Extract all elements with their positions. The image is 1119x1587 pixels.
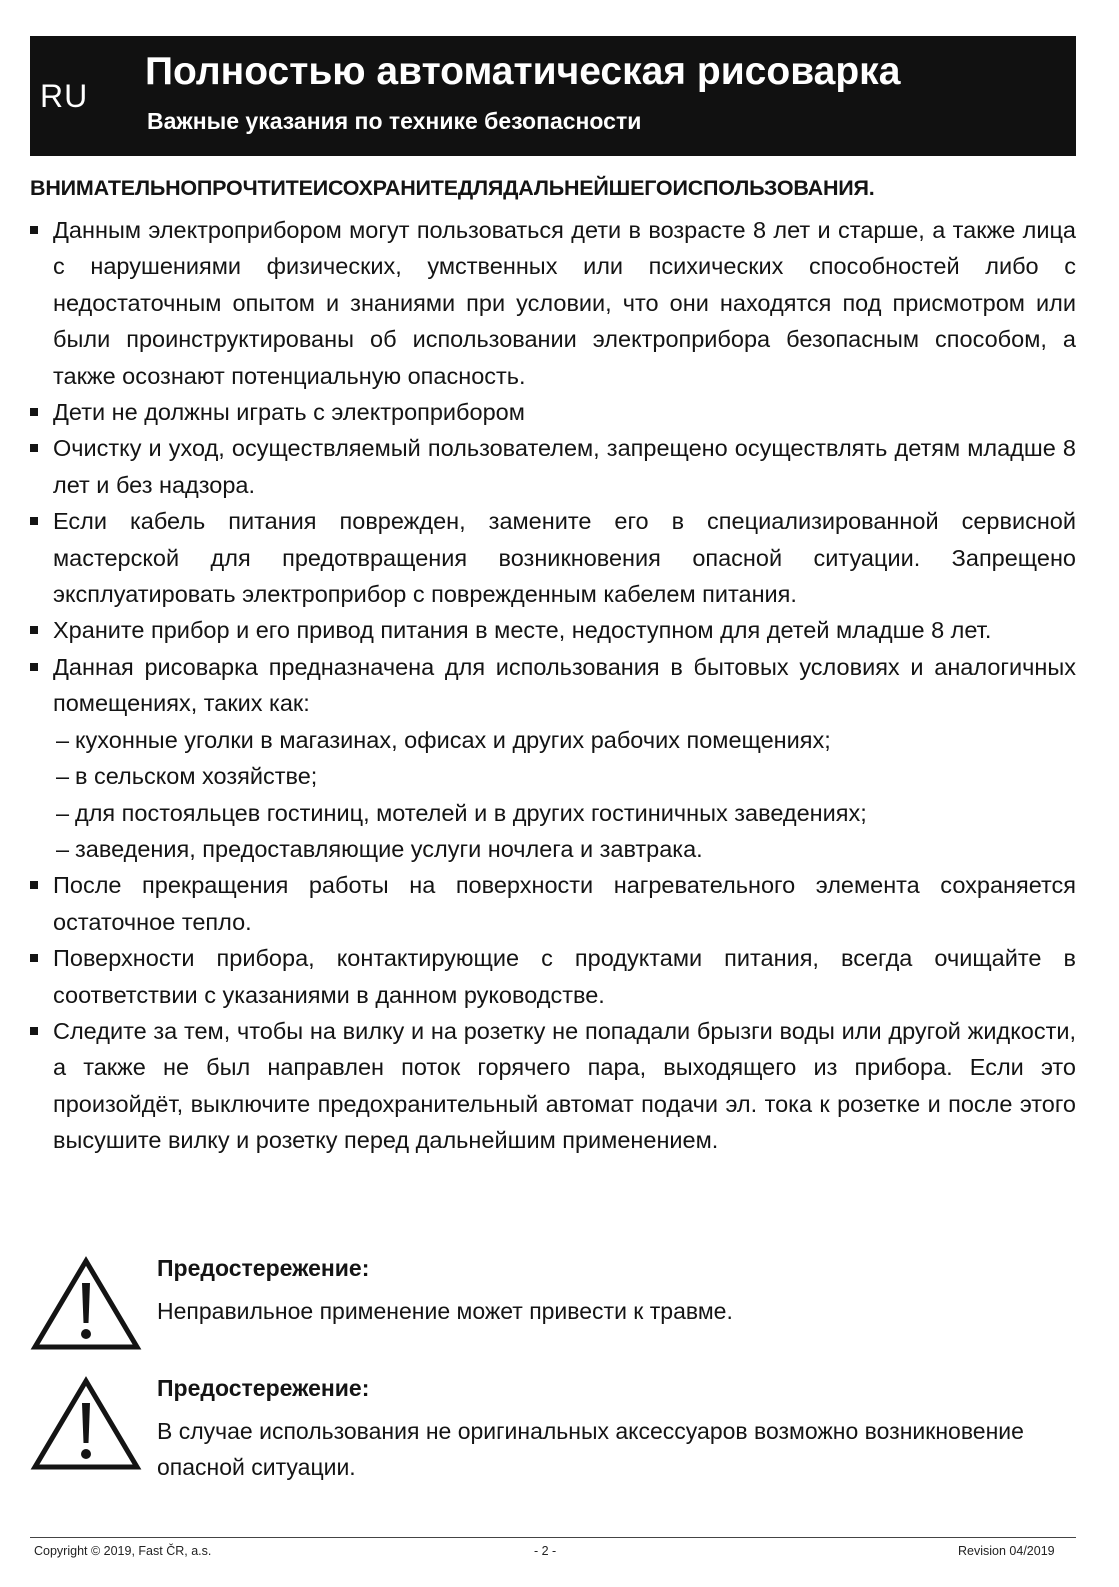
- list-item: [30, 394, 1076, 430]
- warning-title: Предостережение:: [157, 1375, 370, 1401]
- page-title: Полностью автоматическая рисоварка: [145, 50, 901, 93]
- list-item: [30, 867, 1076, 940]
- bullet-icon: [30, 1027, 38, 1035]
- footer-page-number: - 2 -: [534, 1544, 557, 1558]
- list-item: [30, 612, 1076, 648]
- list-item-text: Данным электроприбором могут пользоваться дети в возрасте 8 лет и старше, а также лица с нарушениями физических, умственных или психических способностей либо с недостаточным опытом и знаниями при условии, что они находятся под присмотром или были проинструктированы об использовании электроприбора безопасным способом, а также осознают потенциальную опасность.: [53, 217, 1076, 389]
- sub-list-item: [30, 722, 1076, 758]
- sub-list-item-text: для постояльцев гостиниц, мотелей и в других гостиничных заведениях;: [75, 799, 867, 826]
- warning-text: В случае использования не оригинальных аксессуаров возможно возникновение опасной ситуации.: [157, 1418, 1024, 1480]
- list-item: [30, 430, 1076, 503]
- bullet-icon: [30, 226, 38, 234]
- list-item-text: Очистку и уход, осуществляемый пользователем, запрещено осуществлять детям младше 8 лет и без надзора.: [53, 435, 1076, 498]
- bullet-icon: [30, 444, 38, 452]
- list-item-text: Дети не должны играть с электроприбором: [53, 399, 525, 426]
- footer-divider: [30, 1537, 1076, 1538]
- bullet-icon: [30, 626, 38, 634]
- list-item: [30, 503, 1076, 612]
- list-item: [30, 1013, 1076, 1159]
- sub-list-item-text: в сельском хозяйстве;: [75, 763, 318, 790]
- warning-triangle-icon: [30, 1255, 142, 1353]
- list-item-text: Данная рисоварка предназначена для использования в бытовых условиях и аналогичных помещениях, таких как:: [53, 653, 1076, 717]
- warning-title: Предостережение:: [157, 1255, 370, 1281]
- sub-list-item: [30, 758, 1076, 794]
- dash-marker: –: [56, 763, 70, 790]
- list-item-text: После прекращения работы на поверхности нагревательного элемента сохраняется остаточное тепло.: [53, 872, 1076, 935]
- bullet-icon: [30, 408, 38, 416]
- bullet-icon: [30, 881, 38, 889]
- sub-list-item-text: заведения, предоставляющие услуги ночлега и завтрака.: [75, 835, 703, 862]
- dash-marker: –: [56, 835, 70, 862]
- bullet-icon: [30, 517, 38, 525]
- list-item-text: Если кабель питания поврежден, замените его в специализированной сервисной мастерской для предотвращения возникновения опасной ситуации. Запрещено эксплуатировать электроприбор с поврежденным кабелем питания.: [53, 508, 1076, 608]
- sub-list-item: [30, 795, 1076, 831]
- list-item: [30, 649, 1076, 722]
- warning-text: Неправильное применение может привести к травме.: [157, 1298, 733, 1324]
- list-item: [30, 940, 1076, 1013]
- read-notice: ВНИМАТЕЛЬНОПРОЧТИТЕИСОХРАНИТЕДЛЯДАЛЬНЕЙШЕГОИСПОЛЬЗОВАНИЯ.: [30, 176, 875, 200]
- header-banner: [30, 36, 1076, 156]
- list-item-text: Следите за тем, чтобы на вилку и на розетку не попадали брызги воды или другой жидкости, а также не был направлен поток горячего пара, выходящего из прибора. Если это произойдёт, выключите предохранительный автомат подачи эл. тока к розетке и после этого высушите вилку и розетку перед дальнейшим применением.: [53, 1017, 1076, 1154]
- list-item: [30, 212, 1076, 394]
- bullet-icon: [30, 663, 38, 671]
- dash-marker: –: [56, 726, 70, 753]
- safety-list: [30, 212, 1076, 1159]
- page-subtitle: Важные указания по технике безопасности: [147, 108, 642, 134]
- sub-list-item-text: кухонные уголки в магазинах, офисах и других рабочих помещениях;: [75, 726, 831, 753]
- list-item-text: Поверхности прибора, контактирующие с продуктами питания, всегда очищайте в соответствии с указаниями в данном руководстве.: [53, 945, 1076, 1008]
- sub-list-item: [30, 831, 1076, 867]
- list-item-text: Храните прибор и его привод питания в месте, недоступном для детей младше 8 лет.: [53, 617, 992, 644]
- footer-revision: Revision 04/2019: [958, 1544, 1055, 1558]
- footer-copyright: Copyright © 2019, Fast ČR, a.s.: [34, 1544, 212, 1558]
- language-code: RU: [40, 78, 89, 114]
- dash-marker: –: [56, 799, 70, 826]
- warning-triangle-icon: [30, 1375, 142, 1473]
- bullet-icon: [30, 954, 38, 962]
